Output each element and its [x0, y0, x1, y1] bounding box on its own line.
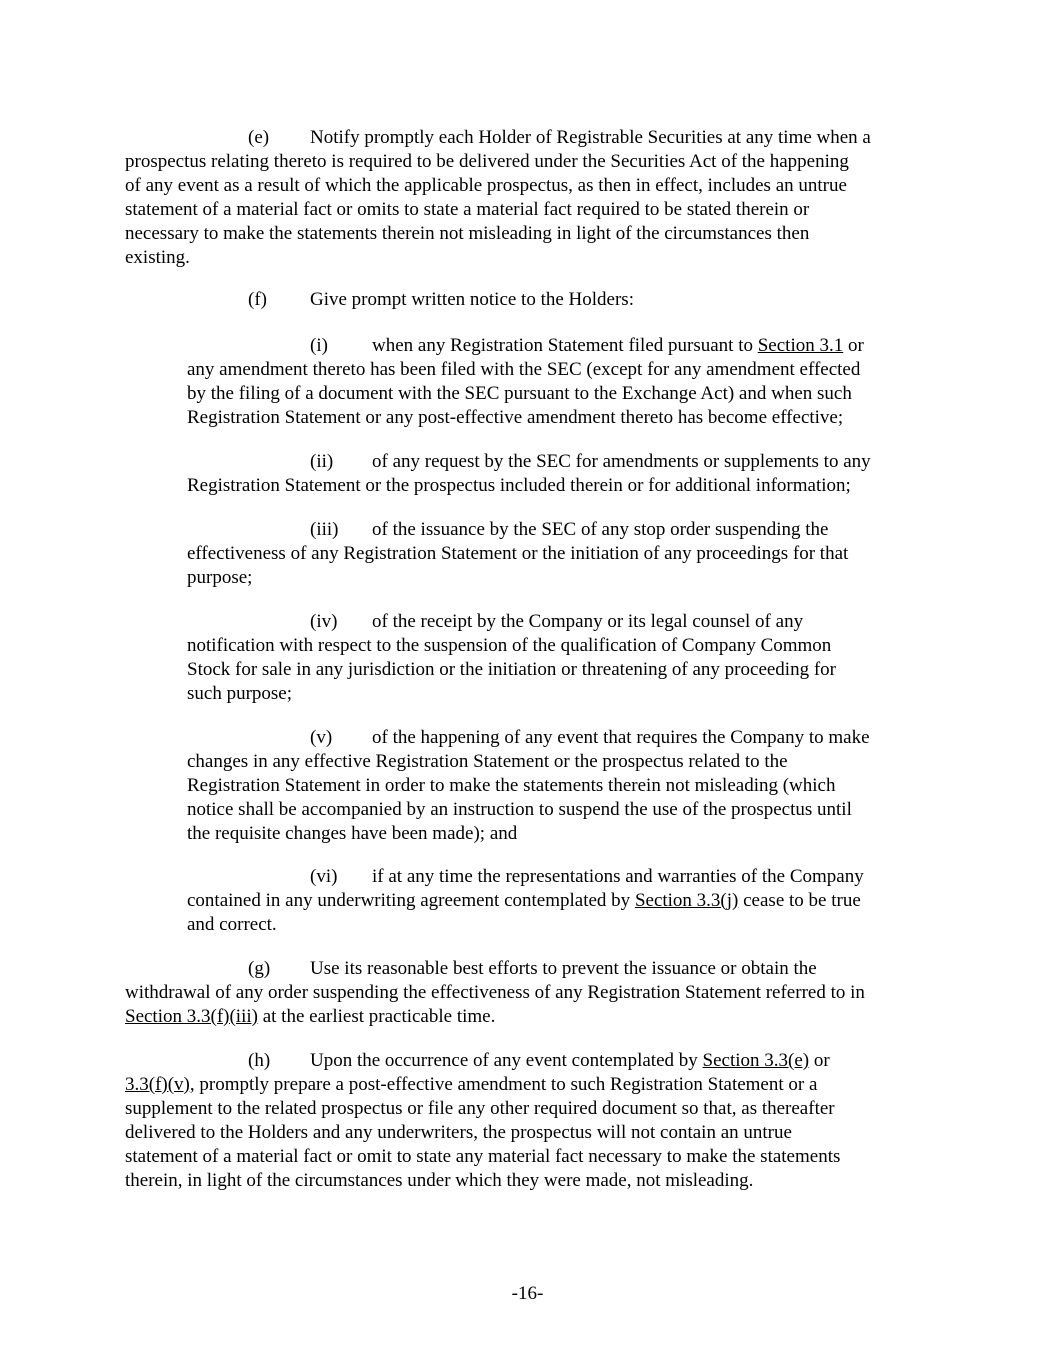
paragraph-g [125, 957, 865, 1029]
subparagraph-f-vi-line-2 [187, 889, 864, 913]
subparagraph-f-iv [187, 610, 836, 706]
subparagraph-f-i-label: (i) [310, 335, 328, 356]
subparagraph-f-i-line-2: any amendment thereto has been filed with the SEC (except for any amendment effected [187, 359, 861, 380]
subparagraph-f-vi-line-1 [187, 865, 864, 889]
paragraph-e-text-1: Notify promptly each Holder of Registrable Securities at any time when a [310, 127, 871, 148]
paragraph-g-line-3 [125, 1005, 865, 1029]
subparagraph-f-vi-text-2: contained in any underwriting agreement contemplated by [187, 890, 635, 911]
paragraph-h-line-1 [125, 1049, 840, 1073]
subparagraph-f-iv-line-4: such purpose; [187, 683, 293, 704]
paragraph-f-line-1 [248, 288, 634, 312]
paragraph-h [125, 1049, 840, 1193]
subparagraph-f-iv-text-1: of the receipt by the Company or its legal counsel of any [372, 611, 804, 632]
subparagraph-f-v-label: (v) [310, 727, 333, 748]
paragraph-e-line-3: of any event as a result of which the applicable prospectus, as then in effect, includes an untrue [125, 175, 847, 196]
paragraph-g-text-1: Use its reasonable best efforts to prevent the issuance or obtain the [310, 958, 817, 979]
subparagraph-f-iii-line-2: effectiveness of any Registration Statement or the initiation of any proceedings for that [187, 543, 849, 564]
subparagraph-f-i-line-1 [187, 334, 864, 358]
subparagraph-f-v-line-3: Registration Statement in order to make the statements therein not misleading (which [187, 775, 836, 796]
subparagraph-f-v-text-1: of the happening of any event that requires the Company to make [372, 727, 870, 748]
paragraph-e-line-2: prospectus relating thereto is required to be delivered under the Securities Act of the happening [125, 151, 849, 172]
section-3-3-j-reference: Section 3.3(j) [634, 890, 739, 911]
section-3-3-e-reference: Section 3.3(e) [702, 1050, 810, 1071]
subparagraph-f-v-line-2: changes in any effective Registration Statement or the prospectus related to the [187, 751, 788, 772]
subparagraph-f-ii [187, 450, 871, 498]
paragraph-e-label: (e) [248, 127, 270, 148]
subparagraph-f-v-line-5: the requisite changes have been made); and [187, 823, 518, 844]
subparagraph-f-i-line-4: Registration Statement or any post-effective amendment thereto has become effective; [187, 407, 844, 428]
paragraph-f [248, 288, 634, 312]
subparagraph-f-ii-line-1 [187, 450, 871, 474]
paragraph-h-line-3: supplement to the related prospectus or file any other required document so that, as thereafter [125, 1098, 835, 1119]
paragraph-e-line-5: necessary to make the statements therein not misleading in light of the circumstances then [125, 223, 810, 244]
paragraph-g-label: (g) [248, 958, 271, 979]
paragraph-h-text-1: Upon the occurrence of any event contemplated by [310, 1050, 703, 1071]
paragraph-h-line-2 [125, 1073, 840, 1097]
section-3-3-f-iii-reference: Section 3.3(f)(iii) [125, 1006, 258, 1027]
subparagraph-f-vi-line-3: and correct. [187, 914, 277, 935]
subparagraph-f-v-line-1 [187, 726, 870, 750]
subparagraph-f-ii-label: (ii) [310, 451, 334, 472]
subparagraph-f-v [187, 726, 870, 846]
subparagraph-f-i-line-3: by the filing of a document with the SEC pursuant to the Exchange Act) and when such [187, 383, 852, 404]
section-3-1-reference: Section 3.1 [757, 335, 844, 356]
subparagraph-f-ii-line-2: Registration Statement or the prospectus included therein or for additional information; [187, 475, 851, 496]
paragraph-h-line-6: therein, in light of the circumstances under which they were made, not misleading. [125, 1170, 754, 1191]
paragraph-h-label: (h) [248, 1050, 271, 1071]
subparagraph-f-vi-label: (vi) [310, 866, 338, 887]
subparagraph-f-vi [187, 865, 864, 937]
paragraph-f-text: Give prompt written notice to the Holders: [310, 289, 634, 310]
paragraph-h-line-5: statement of a material fact or omit to state any material fact necessary to make the statements [125, 1146, 841, 1167]
subparagraph-f-i-text-1b: or [843, 335, 864, 356]
subparagraph-f-iii-line-1 [187, 518, 848, 542]
subparagraph-f-v-line-4: notice shall be accompanied by an instruction to suspend the use of the prospectus until [187, 799, 852, 820]
section-3-3-f-v-reference: 3.3(f)(v) [125, 1074, 190, 1095]
paragraph-g-line-1 [125, 957, 865, 981]
page-number: -16- [511, 1283, 544, 1304]
paragraph-h-text-1b: or [809, 1050, 830, 1071]
paragraph-f-label: (f) [248, 289, 267, 310]
subparagraph-f-iv-line-1 [187, 610, 836, 634]
paragraph-h-text-2: , promptly prepare a post-effective amendment to such Registration Statement or a [189, 1074, 818, 1095]
paragraph-e-line-4: statement of a material fact or omits to state a material fact required to be stated therein or [125, 199, 810, 220]
subparagraph-f-i [187, 334, 864, 430]
subparagraph-f-iv-label: (iv) [310, 611, 338, 632]
subparagraph-f-vi-text-1: if at any time the representations and warranties of the Company [372, 866, 864, 887]
subparagraph-f-iv-line-3: Stock for sale in any jurisdiction or the initiation or threatening of any proceeding for [187, 659, 836, 680]
paragraph-g-line-2: withdrawal of any order suspending the effectiveness of any Registration Statement referred to in [125, 982, 865, 1003]
paragraph-e-line-6: existing. [125, 247, 190, 268]
paragraph-g-text-3: at the earliest practicable time. [257, 1006, 496, 1027]
paragraph-h-line-4: delivered to the Holders and any underwriters, the prospectus will not contain an untrue [125, 1122, 792, 1143]
paragraph-e [125, 126, 871, 270]
subparagraph-f-iii-text-1: of the issuance by the SEC of any stop order suspending the [372, 519, 829, 540]
subparagraph-f-iii [187, 518, 848, 590]
subparagraph-f-vi-text-2b: cease to be true [738, 890, 861, 911]
subparagraph-f-ii-text-1: of any request by the SEC for amendments or supplements to any [372, 451, 871, 472]
subparagraph-f-iii-label: (iii) [310, 519, 339, 540]
subparagraph-f-i-text-1: when any Registration Statement filed pursuant to [372, 335, 758, 356]
subparagraph-f-iv-line-2: notification with respect to the suspension of the qualification of Company Common [187, 635, 832, 656]
subparagraph-f-iii-line-3: purpose; [187, 567, 253, 588]
paragraph-e-line-1 [125, 126, 871, 150]
